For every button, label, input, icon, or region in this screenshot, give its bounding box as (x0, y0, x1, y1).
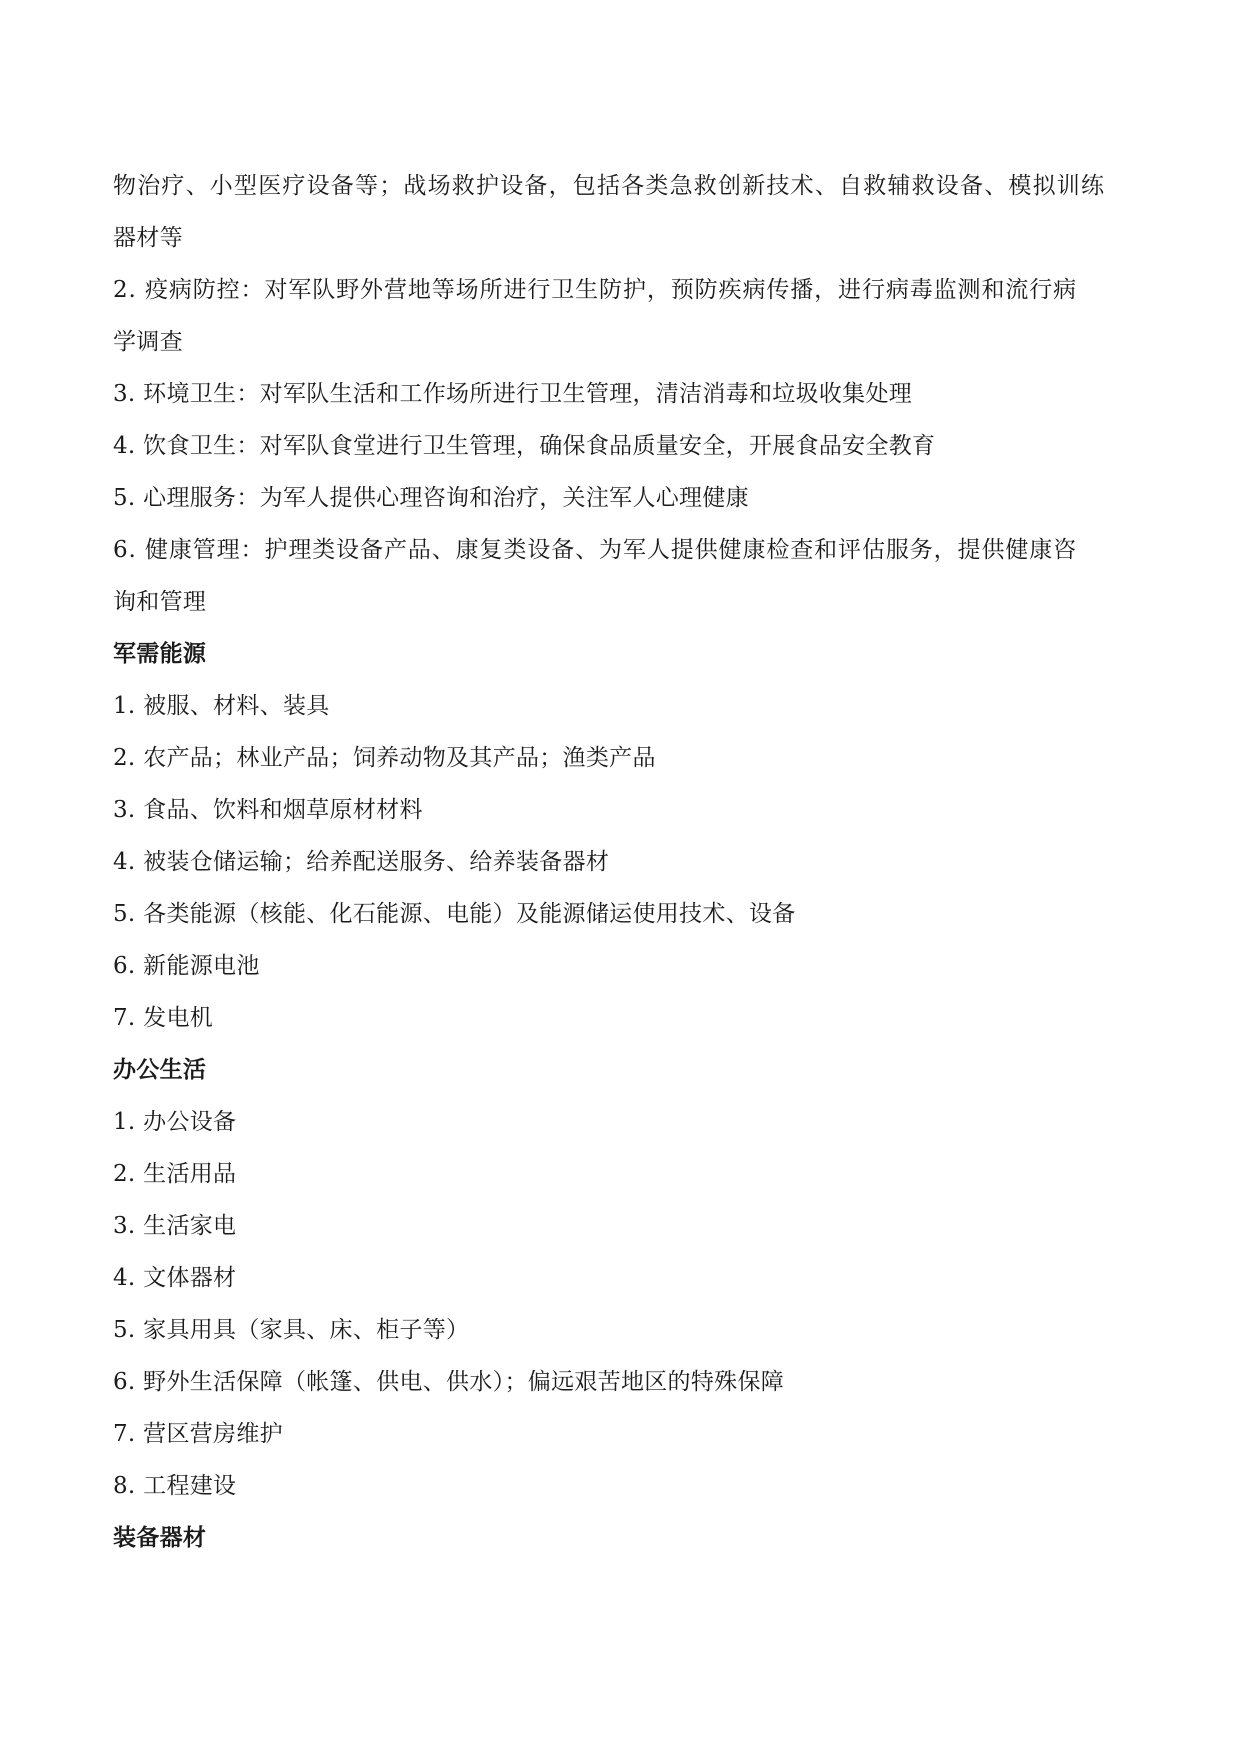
list-item: 5. 心理服务：为军人提供心理咨询和治疗，关注军人心理健康 (113, 485, 749, 511)
section-heading-energy: 军需能源 (113, 641, 207, 667)
paragraph-line: 器材等 (113, 225, 183, 251)
list-item: 7. 营区营房维护 (113, 1421, 283, 1447)
list-item: 4. 饮食卫生：对军队食堂进行卫生管理，确保食品质量安全，开展食品安全教育 (113, 433, 936, 459)
list-item: 3. 环境卫生：对军队生活和工作场所进行卫生管理，清洁消毒和垃圾收集处理 (113, 381, 913, 407)
paragraph-line: 物治疗、小型医疗设备等；战场救护设备，包括各类急救创新技术、自救辅救设备、模拟训练 (113, 173, 1106, 199)
list-item: 1. 办公设备 (113, 1109, 237, 1135)
list-item-continuation: 询和管理 (113, 589, 207, 615)
list-item: 6. 野外生活保障（帐篷、供电、供水）；偏远艰苦地区的特殊保障 (113, 1369, 785, 1395)
list-item: 1. 被服、材料、装具 (113, 693, 330, 719)
list-item: 6. 健康管理：护理类设备产品、康复类设备、为军人提供健康检查和评估服务，提供健康咨 (113, 537, 1078, 563)
list-item: 3. 生活家电 (113, 1213, 237, 1239)
list-item: 2. 生活用品 (113, 1161, 237, 1187)
list-item: 8. 工程建设 (113, 1473, 237, 1499)
list-item: 7. 发电机 (113, 1005, 214, 1031)
document-page (113, 160, 1133, 1564)
list-item: 2. 疫病防控：对军队野外营地等场所进行卫生防护，预防疾病传播，进行病毒监测和流行病 (113, 277, 1078, 303)
list-item: 3. 食品、饮料和烟草原材材料 (113, 797, 423, 823)
list-item: 4. 文体器材 (113, 1265, 237, 1291)
section-heading-equipment: 装备器材 (113, 1525, 207, 1551)
list-item: 4. 被装仓储运输；给养配送服务、给养装备器材 (113, 849, 610, 875)
list-item: 6. 新能源电池 (113, 953, 260, 979)
section-heading-office: 办公生活 (113, 1057, 207, 1083)
list-item: 2. 农产品；林业产品；饲养动物及其产品；渔类产品 (113, 745, 656, 771)
list-item: 5. 各类能源（核能、化石能源、电能）及能源储运使用技术、设备 (113, 901, 796, 927)
list-item-continuation: 学调查 (113, 329, 183, 355)
list-item: 5. 家具用具（家具、床、柜子等） (113, 1317, 470, 1343)
